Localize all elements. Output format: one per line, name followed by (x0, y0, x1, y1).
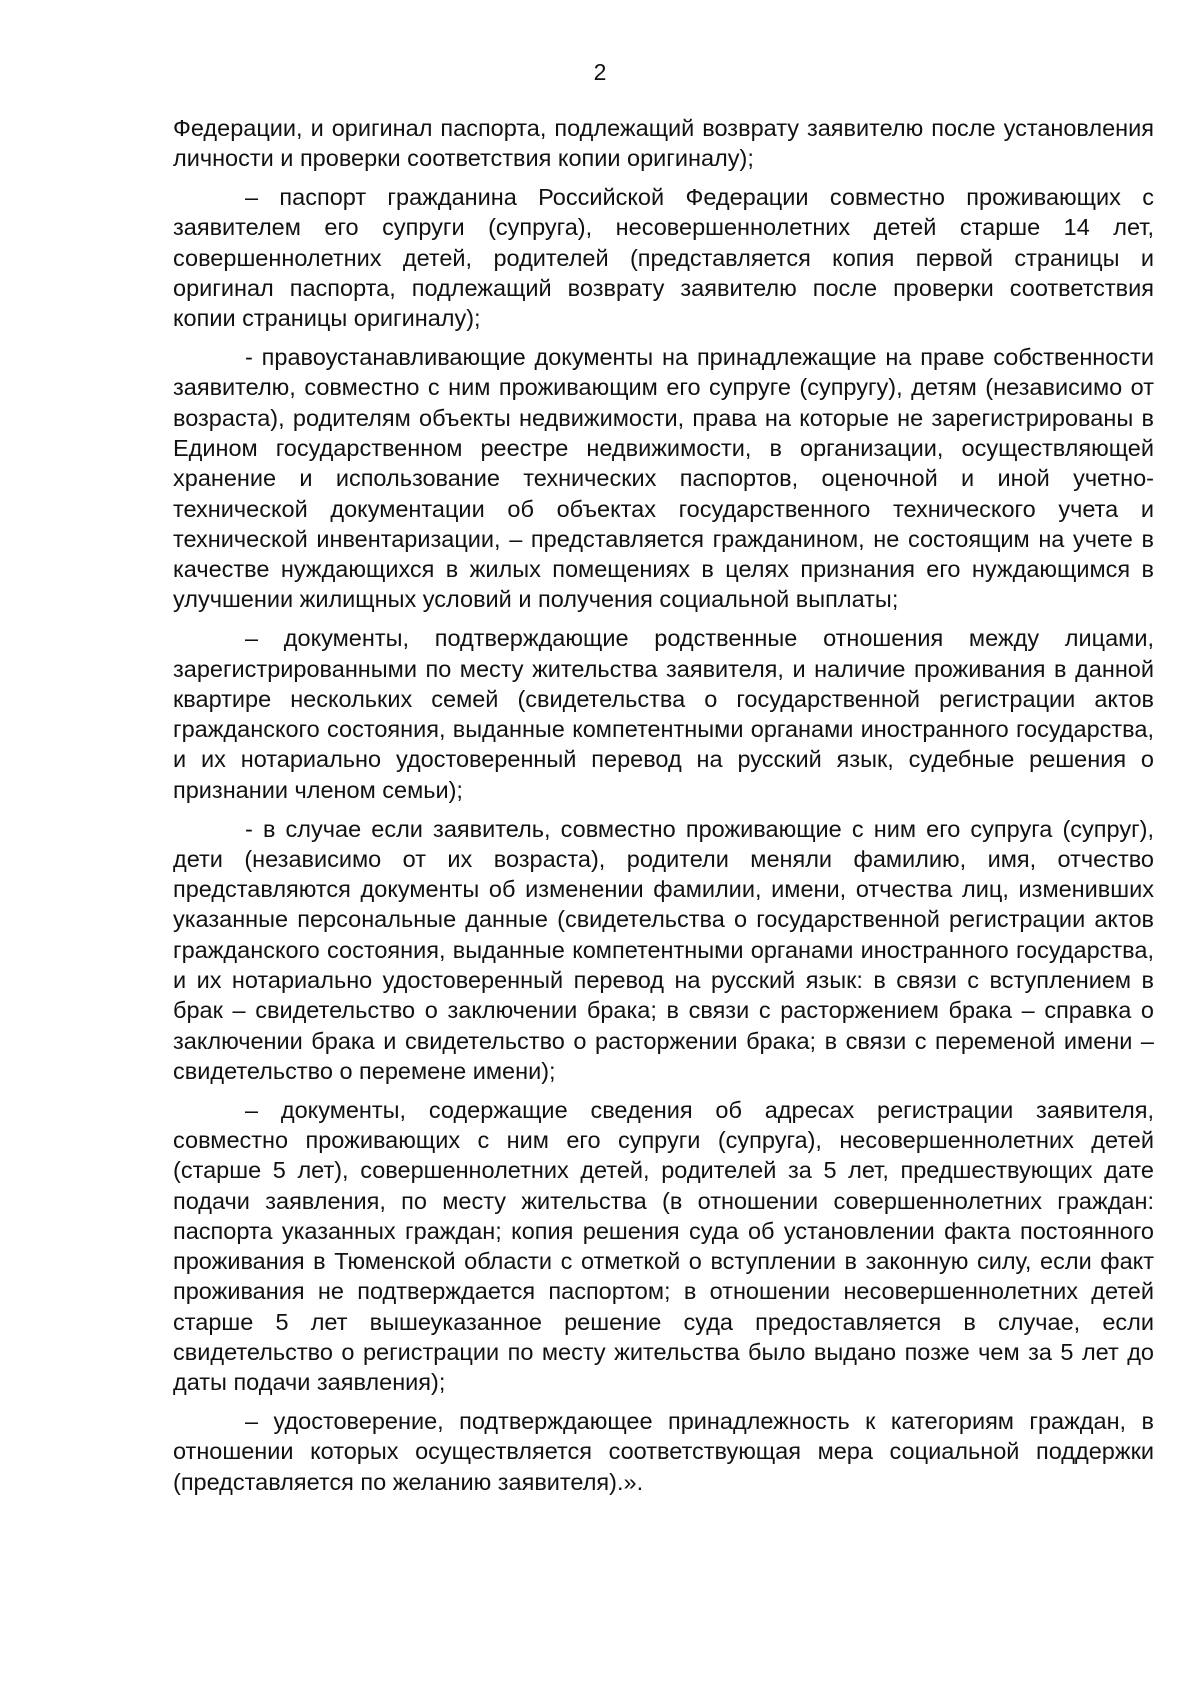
page-number: 2 (593, 59, 607, 85)
paragraph-category-certificate: – удостоверение, подтверждающее принадлежность к категориям граждан, в отношении которых осуществляется соответствующая мера социальной поддержки (представляется по желанию заявителя).». (173, 1408, 1154, 1495)
paragraph-kinship-documents: – документы, подтверждающие родственные отношения между лицами, зарегистрированными по месту жительства заявителя, и наличие проживания в данной квартире нескольких семей (свидетельства о государственной регистрации актов гражданского состояния, выданные компетентными органами иностранного государства, и их нотариально удостоверенный перевод на русский язык, судебные решения о признании членом семьи); (173, 625, 1154, 803)
document-body (173, 113, 1154, 1506)
paragraph-continuation: Федерации, и оригинал паспорта, подлежащий возврату заявителю после установления личности и проверки соответствия копии оригиналу); (173, 115, 1154, 172)
paragraph-registration-addresses: – документы, содержащие сведения об адресах регистрации заявителя, совместно проживающих с ним его супруги (супруга), несовершеннолетних детей (старше 5 лет), совершеннолетних детей, родителей за 5 лет, предшествующих дате подачи заявления, по месту жительства (в отношении совершеннолетних граждан: паспорта указанных граждан; копия решения суда об установлении факта постоянного проживания в Тюменской области с отметкой о вступлении в законную силу, если факт проживания не подтверждается паспортом; в отношении несовершеннолетних детей старше 5 лет вышеуказанное решение суда предоставляется в случае, если свидетельство о регистрации по месту жительства было выдано позже чем за 5 лет до даты подачи заявления); (173, 1096, 1154, 1396)
paragraph-property-documents: - правоустанавливающие документы на принадлежащие на праве собственности заявителю, совместно с ним проживающим его супруге (супругу), детям (независимо от возраста), родителям объекты недвижимости, права на которые не зарегистрированы в Едином государственном реестре недвижимости, в организации, осуществляющей хранение и использование технических паспортов, оценочной и иной учетно-технической документации об объектах государственного технического учета и технической инвентаризации, – представляется гражданином, не состоящим на учете в качестве нуждающихся в жилых помещениях в целях признания его нуждающимся в улучшении жилищных условий и получения социальной выплаты; (173, 344, 1154, 613)
paragraph-name-change: - в случае если заявитель, совместно проживающие с ним его супруга (супруг), дети (независимо от их возраста), родители меняли фамилию, имя, отчество представляются документы об изменении фамилии, имени, отчества лиц, изменивших указанные персональные данные (свидетельства о государственной регистрации актов гражданского состояния, выданные компетентными органами иностранного государства, и их нотариально удостоверенный перевод на русский язык: в связи с вступлением в брак – свидетельство о заключении брака; в связи с расторжением брака – справка о заключении брака и свидетельство о расторжении брака; в связи с переменой имени – свидетельство о перемене имени); (173, 815, 1154, 1084)
paragraph-passport-family: – паспорт гражданина Российской Федерации совместно проживающих с заявителем его супруги (супруга), несовершеннолетних детей старше 14 лет, совершеннолетних детей, родителей (представляется копия первой страницы и оригинал паспорта, подлежащий возврату заявителю после проверки соответствия копии страницы оригиналу); (173, 184, 1154, 332)
